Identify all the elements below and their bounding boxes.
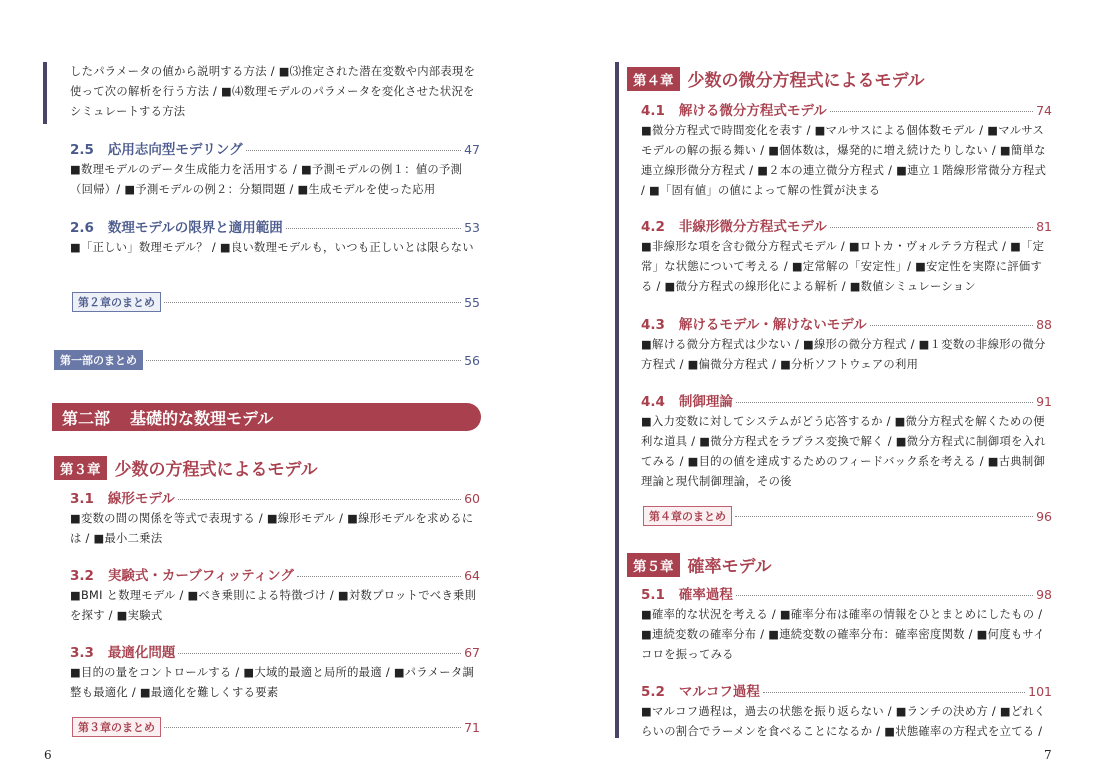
section-title: 数理モデルの限界と適用範囲 bbox=[107, 220, 283, 236]
intro-continuation bbox=[70, 60, 484, 122]
chapter-title: 確率モデル bbox=[687, 557, 772, 577]
section-title: 解ける微分方程式モデル bbox=[678, 103, 827, 119]
section-body: ■目的の量をコントロールする / ■大域的最適と局所的最適 / ■パラメータ調整も最適化 / ■最適化を難しくする要素 bbox=[70, 666, 475, 699]
page-number: 64 bbox=[464, 568, 480, 583]
section-number: 4.1 bbox=[641, 103, 665, 119]
section-body: ■入力変数に対してシステムがどう応答するか / ■微分方程式を解くための便利な道具 / ■微分方程式をラプラス変換で解く / ■微分方程式に制御項を入れてみる / ■目的の値を達成するためのフィードバック系を考える / ■古典制御理論と現代制御理論，その後 bbox=[641, 415, 1046, 488]
section-body: ■マルコフ過程は，過去の状態を振り返らない / ■ランチの決め方 / ■どれくらいの割合でラーメンを食べることになるか / ■状態確率の方程式を立てる / bbox=[641, 705, 1046, 738]
section-number: 3.2 bbox=[70, 568, 94, 584]
page-number: 98 bbox=[1036, 587, 1052, 602]
section-body: ■解ける微分方程式は少ない / ■線形の微分方程式 / ■１変数の非線形の微分方程式 / ■偏微分方程式 / ■分析ソフトウェアの利用 bbox=[641, 338, 1046, 371]
chapter-title: 少数の微分方程式によるモデル bbox=[687, 71, 925, 91]
section-title: 実験式・カーブフィッティング bbox=[107, 568, 294, 584]
intro-text: したパラメータの値から説明する方法 / ■⑶推定された潜在変数や内部表現を使って次の解析を行う方法 / ■⑷数理モデルのパラメータを変化させた状況をシミュレートする方法 bbox=[70, 65, 476, 118]
folio: 6 bbox=[44, 748, 52, 762]
page-number: 74 bbox=[1036, 103, 1052, 118]
section-body: ■非線形な項を含む微分方程式モデル / ■ロトカ・ヴォルテラ方程式 / ■「定常」な状態について考える / ■定常解の「安定性」/ ■安定性を実際に評価する / ■微分方程式の線形化による解析 / ■数値シミュレーション bbox=[641, 240, 1045, 293]
section-number: 2.6 bbox=[70, 220, 94, 236]
leader-dots bbox=[297, 576, 461, 577]
left-page bbox=[0, 0, 548, 782]
leader-dots bbox=[735, 516, 1033, 517]
page-number: 55 bbox=[464, 294, 480, 310]
section-3-1 bbox=[70, 487, 480, 549]
chapter-label: 第３章 bbox=[54, 456, 107, 480]
chapter-3-header bbox=[54, 455, 318, 480]
section-title: 確率過程 bbox=[678, 587, 733, 603]
page-number: 56 bbox=[464, 352, 480, 368]
section-body: ■数理モデルのデータ生成能力を活用する / ■予測モデルの例１：値の予測（回帰）/ ■予測モデルの例２：分類問題 / ■生成モデルを使った応用 bbox=[70, 163, 463, 196]
section-body: ■BMI と数理モデル / ■べき乗則による特徴づけ / ■対数プロットでべき乗則を探す / ■実験式 bbox=[70, 589, 477, 622]
chapter-title: 少数の方程式によるモデル bbox=[114, 460, 318, 480]
section-title: マルコフ過程 bbox=[678, 684, 760, 700]
section-2-5 bbox=[70, 138, 480, 200]
section-number: 5.2 bbox=[641, 684, 665, 700]
leader-dots bbox=[178, 499, 461, 500]
part-label: 第二部 bbox=[62, 408, 111, 428]
section-4-4 bbox=[641, 390, 1052, 492]
summary-label: 第３章のまとめ bbox=[72, 717, 161, 737]
page-number: 96 bbox=[1036, 508, 1052, 524]
leader-dots bbox=[763, 692, 1025, 693]
section-body: ■微分方程式で時間変化を表す / ■マルサスによる個体数モデル / ■マルサスモデルの解の振る舞い / ■個体数は，爆発的に増え続けたりしない / ■簡単な連立線形微分方程式 / ■２本の連立微分方程式 / ■連立１階線形常微分方程式 / ■「固有値」の値によって解の性質が決まる bbox=[641, 124, 1047, 197]
margin-bar bbox=[43, 62, 47, 124]
section-title: 制御理論 bbox=[678, 394, 733, 410]
section-title: 解けるモデル・解けないモデル bbox=[678, 317, 867, 333]
part-1-summary bbox=[54, 350, 480, 370]
chapter-2-summary bbox=[72, 292, 480, 312]
section-number: 3.1 bbox=[70, 491, 94, 507]
page-number: 88 bbox=[1036, 317, 1052, 332]
right-page bbox=[549, 0, 1097, 782]
leader-dots bbox=[178, 653, 461, 654]
section-4-2 bbox=[641, 215, 1052, 297]
folio: 7 bbox=[1044, 748, 1052, 762]
chapter-5-header bbox=[627, 552, 772, 577]
section-number: 4.3 bbox=[641, 317, 665, 333]
leader-dots bbox=[164, 302, 461, 303]
page-number: 71 bbox=[464, 719, 480, 735]
page-number: 67 bbox=[464, 645, 480, 660]
section-3-2 bbox=[70, 564, 480, 626]
section-number: 3.3 bbox=[70, 645, 94, 661]
leader-dots bbox=[830, 227, 1033, 228]
leader-dots bbox=[146, 360, 461, 361]
summary-label: 第一部のまとめ bbox=[54, 350, 143, 370]
section-title: 最適化問題 bbox=[107, 645, 176, 661]
page-number: 91 bbox=[1036, 394, 1052, 409]
chapter-label: 第５章 bbox=[627, 553, 680, 577]
chapter-4-summary bbox=[643, 506, 1052, 526]
chapter-3-summary bbox=[72, 717, 480, 737]
summary-label: 第４章のまとめ bbox=[643, 506, 732, 526]
section-4-1 bbox=[641, 99, 1052, 201]
leader-dots bbox=[286, 228, 461, 229]
page-number: 53 bbox=[464, 220, 480, 235]
section-5-1 bbox=[641, 583, 1052, 665]
section-title: 応用志向型モデリング bbox=[107, 142, 243, 158]
leader-dots bbox=[164, 727, 461, 728]
summary-label: 第２章のまとめ bbox=[72, 292, 161, 312]
leader-dots bbox=[870, 325, 1034, 326]
part-title: 基礎的な数理モデル bbox=[130, 408, 274, 428]
leader-dots bbox=[830, 111, 1033, 112]
section-number: 5.1 bbox=[641, 587, 665, 603]
margin-bar bbox=[615, 62, 619, 738]
section-title: 線形モデル bbox=[107, 491, 175, 507]
section-title: 非線形微分方程式モデル bbox=[678, 219, 827, 235]
leader-dots bbox=[736, 595, 1033, 596]
part-2-header bbox=[52, 403, 481, 431]
section-3-3 bbox=[70, 641, 480, 703]
page-number: 81 bbox=[1036, 219, 1052, 234]
chapter-label: 第４章 bbox=[627, 67, 680, 91]
page-number: 101 bbox=[1028, 684, 1052, 699]
leader-dots bbox=[246, 150, 461, 151]
leader-dots bbox=[736, 402, 1033, 403]
section-5-2 bbox=[641, 680, 1052, 742]
chapter-4-header bbox=[627, 66, 925, 91]
section-2-6 bbox=[70, 216, 480, 258]
section-number: 4.2 bbox=[641, 219, 665, 235]
section-body: ■「正しい」数理モデル？ / ■良い数理モデルも，いつも正しいとは限らない bbox=[70, 241, 474, 254]
section-number: 4.4 bbox=[641, 394, 665, 410]
section-body: ■確率的な状況を考える / ■確率分布は確率の情報をひとまとめにしたもの / ■連続変数の確率分布 / ■連続変数の確率分布：確率密度関数 / ■何度もサイコロを振ってみる bbox=[641, 608, 1045, 661]
section-number: 2.5 bbox=[70, 142, 94, 158]
page-number: 47 bbox=[464, 142, 480, 157]
page-number: 60 bbox=[464, 491, 480, 506]
section-4-3 bbox=[641, 313, 1052, 375]
section-body: ■変数の間の関係を等式で表現する / ■線形モデル / ■線形モデルを求めるには / ■最小二乗法 bbox=[70, 512, 474, 545]
